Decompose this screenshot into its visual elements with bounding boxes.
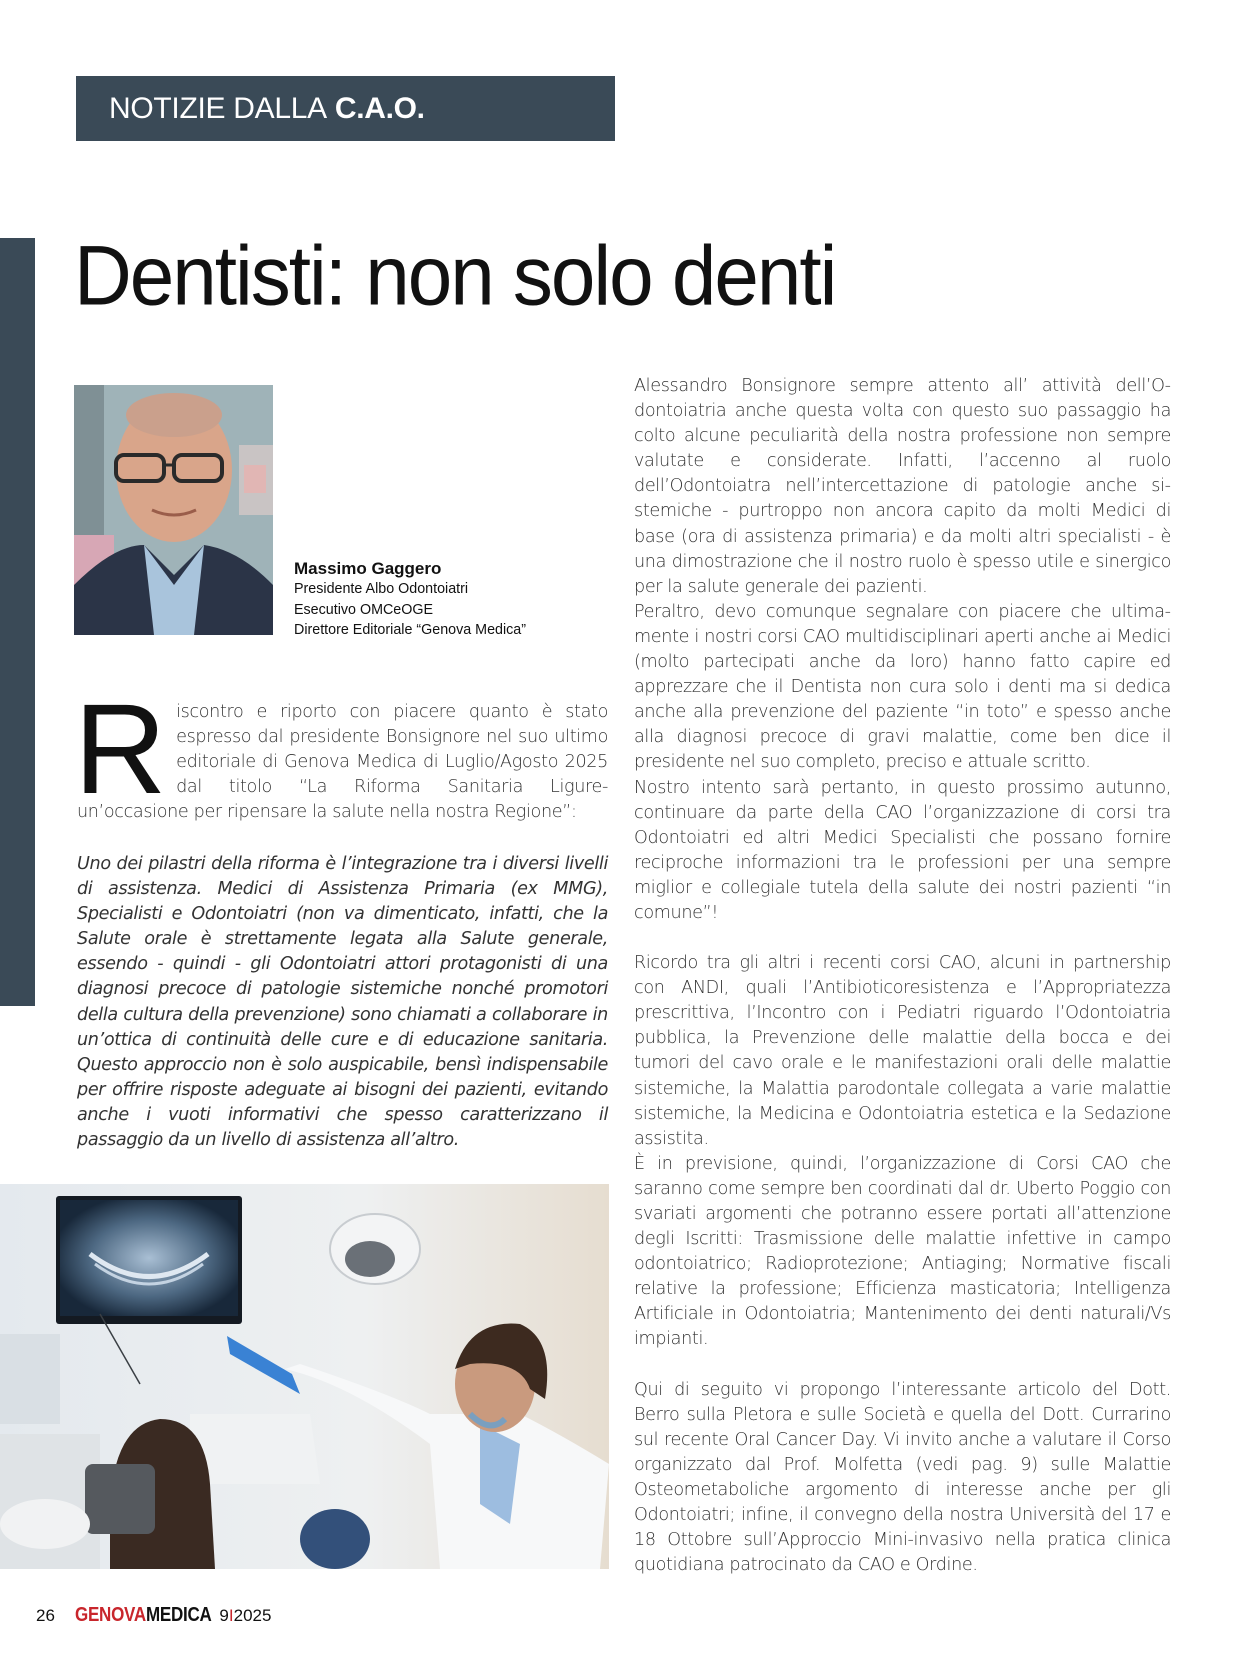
quote-text: Uno dei pilastri della riforma è l’integrazione tra i diversi livelli di assistenza. Medici di Assistenza Primaria (ex MMG), Specialisti e Odontoiatri (non va dimenticato, infatti, che la Salute orale è strettamente legata alla Salute generale, essendo - quindi - gli Odontoiatri attori protagonisti di una diagnosi precoce di patologie sistemiche nonché promotori della cultura della prevenzione) sono chiamati a collaborare in un’ottica di continuità delle cure e di educazione sanitaria. Questo approccio non è solo auspicabile, bensì indispensabile per offrire risposte adeguate ai bisogni dei pazienti, evitando anche i vuoti informativi che spesso caratterizzano il passaggio da un livello di assistenza all’altro. — [77, 854, 608, 1151]
quoted-passage — [77, 852, 608, 1153]
portrait-photo-icon — [74, 385, 273, 635]
body-paragraph: È in previsione, quindi, l’organizzazione di Corsi CAO che saranno come sempre ben coordinati dal dr. Uberto Poggio con svariati argomenti che potranno essere portati all’attenzione degli Iscritti: Trasmissione delle malattie infettive in campo odontoiatrico; Radioprotezione; Antiaging; Normative fiscali relative la professione; Efficienza masticatoria; Intelligenza Artificiale in Odontoiatria; Mantenimento dei denti naturali/Vs impianti. — [634, 1153, 1171, 1350]
page-footer — [36, 1604, 271, 1627]
section-header-light: NOTIZIE DALLA — [109, 91, 327, 125]
lead-text: iscontro e riporto con piacere quanto è stato espresso dal presidente Bonsignore nel suo ultimo editoriale di Genova Medica di Luglio/Agosto 2025 dal titolo “La Riforma Sanitaria Ligure-un’occasione per ripensare la salute nella nostra Regione”: — [77, 702, 608, 823]
page-number: 26 — [36, 1606, 55, 1625]
section-header-bold: C.A.O. — [334, 91, 425, 125]
author-role: Presidente Albo Odontoiatri — [294, 581, 469, 597]
lead-paragraph — [74, 678, 608, 825]
issue-separator: I — [228, 1606, 234, 1625]
issue-year: 2025 — [233, 1606, 272, 1625]
dentist-xray-photo-icon — [0, 1184, 609, 1569]
section-header — [76, 76, 615, 141]
drop-cap: R — [74, 678, 167, 821]
right-column — [634, 374, 1171, 1578]
author-info — [294, 558, 526, 641]
magazine-name-genova: GENOVA — [74, 1604, 146, 1626]
issue-date — [219, 1606, 271, 1626]
body-paragraph: Alessandro Bonsignore sempre attento all’ attività dell’Odontoiatria anche questa volta con questo suo passaggio ha colto alcune peculiarità della nostra professione non sempre valutate e considerate. Infatti, l’accenno al ruolo dell’Odontoiatra nell’intercettazione di patologie anche sistemiche - purtroppo non ancora capito da molti Medici di base (ora di assistenza primaria) e da molti altri specialisti - è una dimostrazione che il nostro ruolo è spesso utile e sinergico per la salute generale dei pazienti. — [634, 376, 1171, 597]
author-role: Esecutivo OMCeOGE — [294, 601, 434, 618]
body-paragraph: Nostro intento sarà pertanto, in questo prossimo autunno, continuare da parte della CAO l’organizzazione di corsi tra Odontoiatri ed altri Medici Specialisti che possano fornire reciproche informazioni tra le professioni per una sempre miglior e collegiale tutela della salute dei nostri pazienti “in comune”! — [634, 777, 1171, 923]
body-paragraph: Ricordo tra gli altri i recenti corsi CAO, alcuni in partnership con ANDI, quali l’Antibioticoresistenza e l’Appropriatezza prescrittiva, l’Incontro con i Pediatri riguardo l’Odontoiatria pubblica, la Prevenzione delle malattie della bocca e dei tumori del cavo orale e le manifestazioni orali delle malattie sistemiche, la Malattia parodontale collegata a varie malattie sistemiche, la Medicina e Odontoiatria estetica e la Sedazione assistita. — [634, 953, 1171, 1149]
author-name: Massimo Gaggero — [294, 559, 442, 578]
magazine-name-medica: MEDICA — [146, 1604, 212, 1626]
author-photo — [74, 385, 273, 635]
issue-month: 9 — [219, 1606, 229, 1625]
clinic-photo — [0, 1184, 609, 1569]
body-paragraph: Peraltro, devo comunque segnalare con piacere che ultimamente i nostri corsi CAO multidisciplinari aperti anche ai Medici (molto partecipati anche da loro) hanno fatto capire ed apprezzare che il Dentista non cura solo i denti ma si dedica anche alla prevenzione del paziente “in toto” e spesso anche alla diagnosi precoce di gravi malattie, come ben dice il presidente nel suo completo, preciso e attuale scritto. — [634, 601, 1171, 773]
side-accent-bar — [0, 238, 35, 1006]
author-role: Direttore Editoriale “Genova Medica” — [294, 622, 527, 638]
body-paragraph: Qui di seguito vi propongo l’interessante articolo del Dott. Berro sulla Pletora e sulle Società e quella del Dott. Currarino sul recente Oral Cancer Day. Vi invito anche a valutare il Corso organizzato dal Prof. Molfetta (vedi pag. 9) sulle Malattie Osteometaboliche argomento di interesse anche per gli Odontoiatri; infine, il convegno della nostra Università del 17 e 18 Ottobre sull’Approccio Mini-invasivo nella pratica clinica quotidiana patrocinato da CAO e Ordine. — [634, 1379, 1171, 1576]
page-title: Dentisti: non solo denti — [74, 229, 836, 323]
